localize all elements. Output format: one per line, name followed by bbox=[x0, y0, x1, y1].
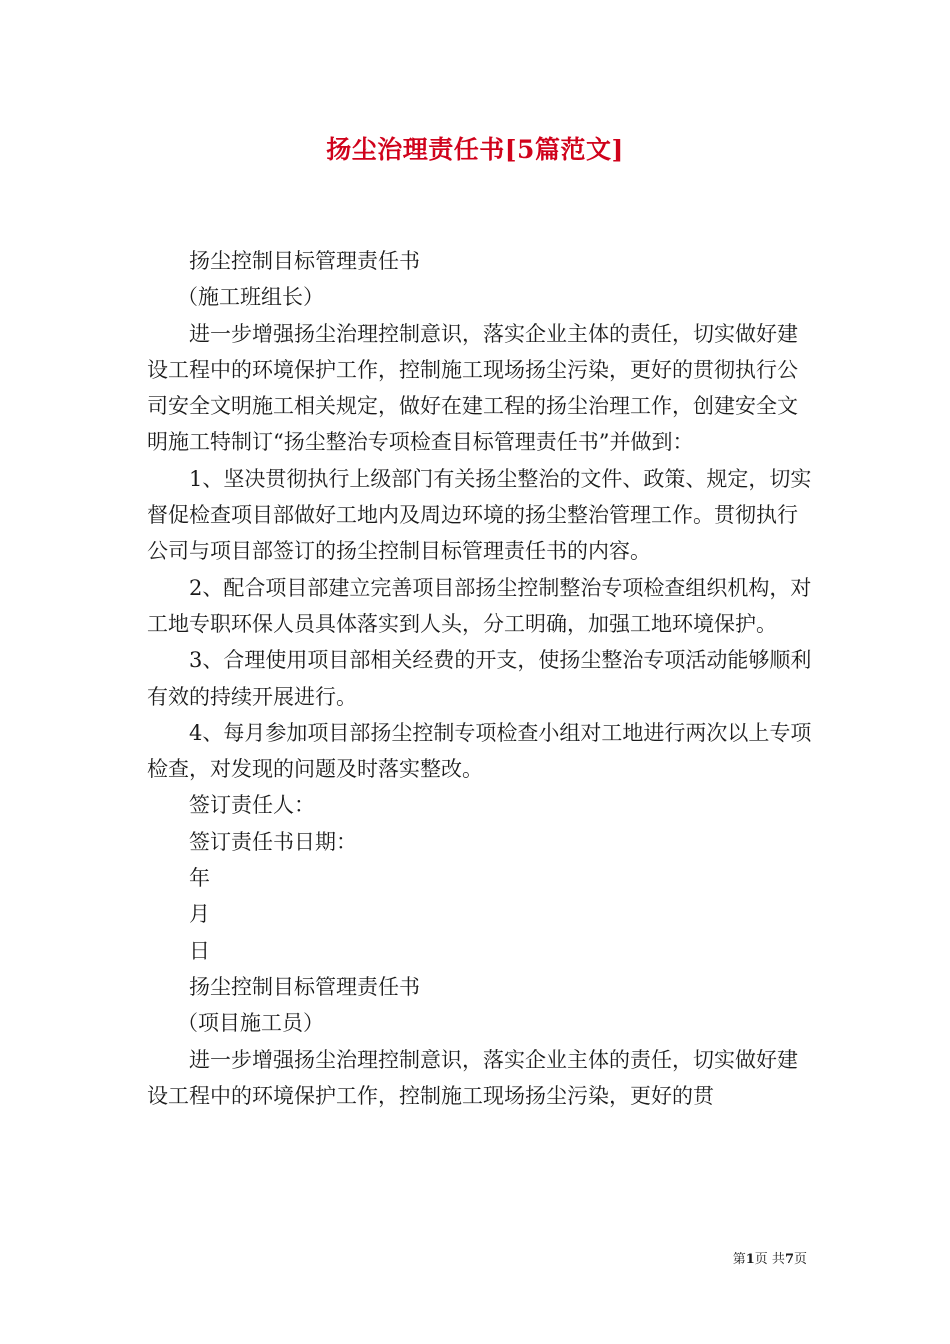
day-line: 日 bbox=[189, 938, 210, 963]
intro-paragraph: 进一步增强扬尘治理控制意识，落实企业主体的责任，切实做好建设工程中的环境保护工作，控制施工现场扬尘污染，更好的贯彻执行公司安全文明施工相关规定，做好在建工程的扬尘治理工作，创建安全文明施工特制订“扬尘整治专项检查目标管理责任书”并做到： bbox=[147, 321, 798, 455]
current-page: 1 bbox=[745, 1252, 755, 1267]
section-subtitle: （施工班组长） bbox=[177, 285, 324, 310]
list-item: 1、坚决贯彻执行上级部门有关扬尘整治的文件、政策、规定，切实督促检查项目部做好工地内及周边环境的扬尘整治管理工作。贯彻执行公司与项目部签订的扬尘控制目标管理责任书的内容。 bbox=[147, 466, 812, 564]
list-item: 2、配合项目部建立完善项目部扬尘控制整治专项检查组织机构，对工地专职环保人员具体落实到人头，分工明确，加强工地环境保护。 bbox=[147, 575, 812, 636]
footer-suffix: 页 bbox=[793, 1252, 807, 1267]
list-item: 3、合理使用项目部相关经费的开支，使扬尘整治专项活动能够顺利有效的持续开展进行。 bbox=[147, 648, 812, 709]
sign-date-line: 签订责任书日期： bbox=[189, 829, 357, 854]
intro-paragraph: 进一步增强扬尘治理控制意识，落实企业主体的责任，切实做好建设工程中的环境保护工作，控制施工现场扬尘污染，更好的贯 bbox=[147, 1047, 798, 1108]
year-line: 年 bbox=[189, 866, 210, 891]
footer-prefix: 第 bbox=[732, 1252, 746, 1267]
section-heading: 扬尘控制目标管理责任书 bbox=[189, 974, 420, 999]
page-number-footer bbox=[733, 1248, 807, 1267]
document-body bbox=[147, 243, 817, 1114]
list-item: 4、每月参加项目部扬尘控制专项检查小组对工地进行两次以上专项检查，对发现的问题及时落实整改。 bbox=[147, 720, 812, 782]
document-title: 扬尘治理责任书[5篇范文] bbox=[326, 135, 624, 164]
footer-mid: 页 共 bbox=[754, 1252, 785, 1267]
signer-line: 签订责任人： bbox=[189, 793, 315, 818]
total-pages: 7 bbox=[784, 1252, 794, 1267]
section-subtitle: （项目施工员） bbox=[177, 1011, 324, 1036]
month-line: 月 bbox=[189, 902, 210, 927]
section-heading: 扬尘控制目标管理责任书 bbox=[189, 249, 420, 273]
